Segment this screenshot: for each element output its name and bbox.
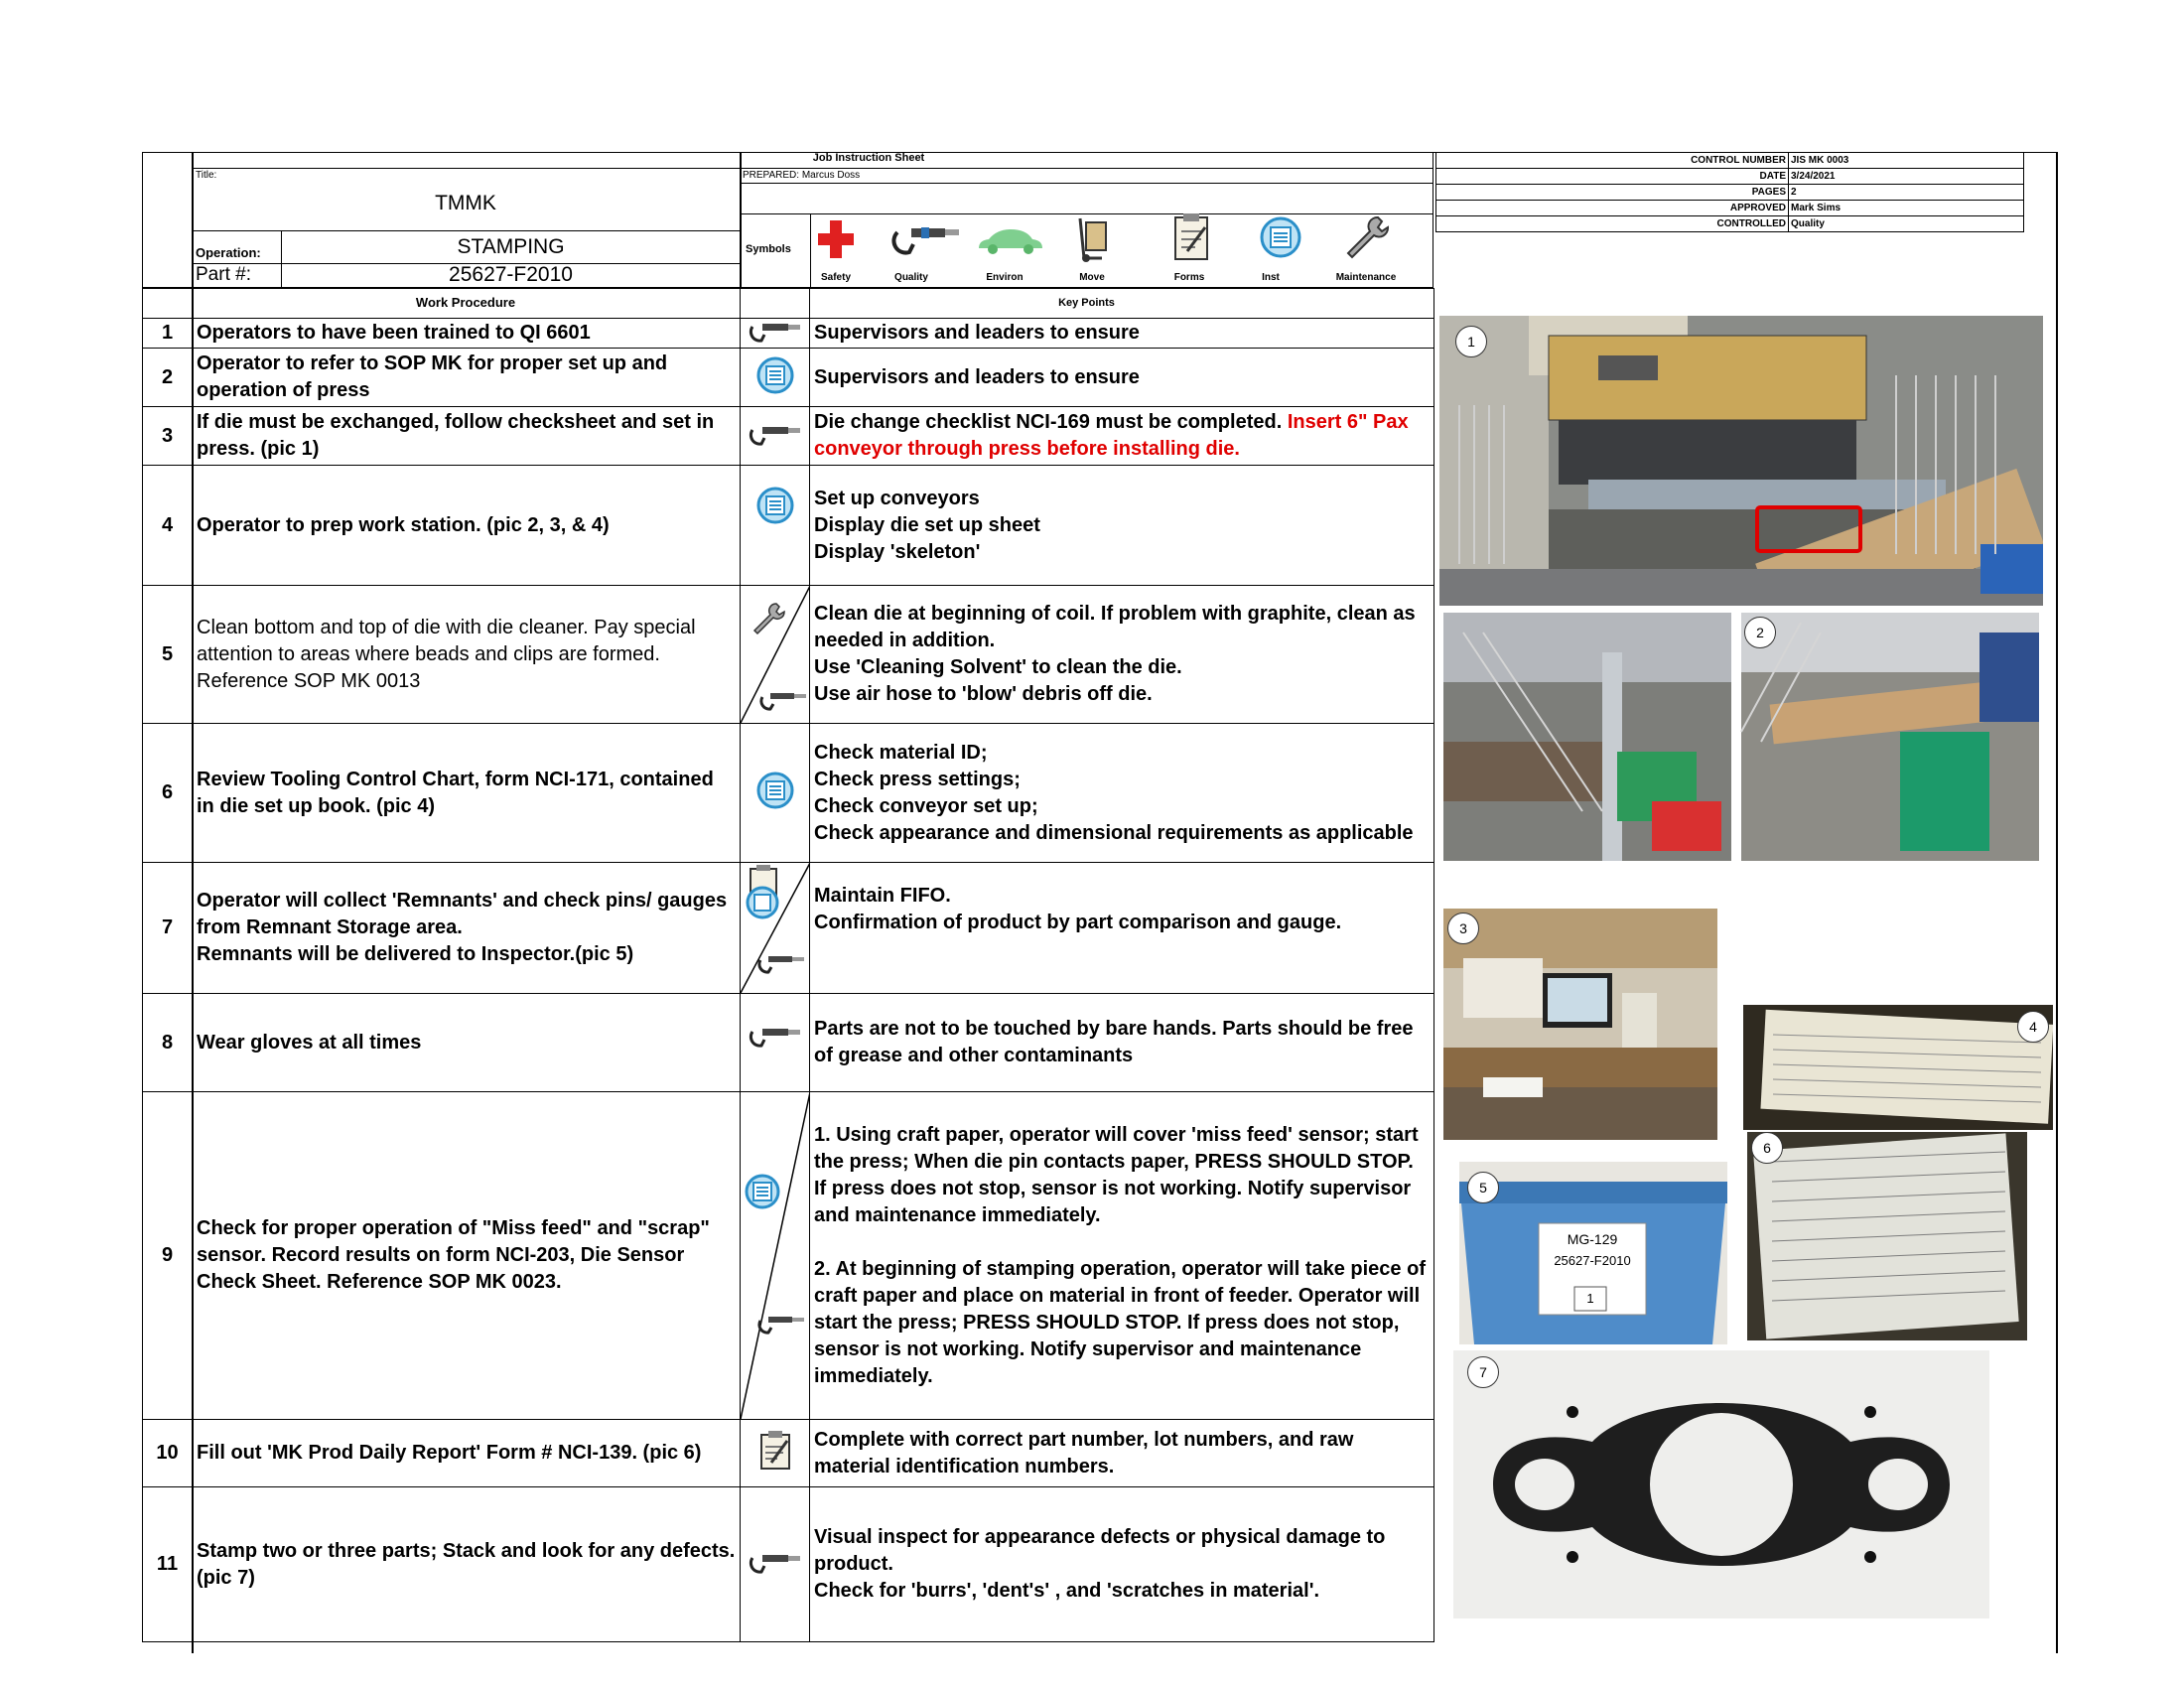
table-row [143, 466, 1434, 586]
frame-right-edge [2056, 152, 2058, 1653]
key-line: Check material ID; [814, 741, 988, 764]
date-label: DATE [1436, 169, 1789, 185]
micrometer-icon [749, 1550, 802, 1579]
bin-label-line: 25627-F2010 [1554, 1253, 1631, 1268]
step-number: 4 [143, 466, 193, 586]
micrometer-icon [749, 422, 802, 451]
key-line: 2. At beginning of stamping operation, operator will take piece of craft paper and place on material in front of feeder. Operator will start the press; PRESS SHOULD STOP. If press does not stop, sensor is not working. Notify supervisor and maintenance immediately. [814, 1257, 1426, 1387]
micrometer-icon [749, 319, 802, 348]
date-value: 3/24/2021 [1789, 169, 2024, 185]
key-line: Clean die at beginning of coil. If problem with graphite, clean as needed in addition. [814, 603, 1416, 651]
step-key-point [810, 724, 1434, 863]
step-key-point [810, 466, 1434, 586]
micrometer-icon [759, 956, 804, 972]
step-key-point: Supervisors and leaders to ensure [810, 319, 1434, 349]
wrench-icon [1342, 211, 1390, 261]
pages-label: PAGES [1436, 185, 1789, 201]
controlled-value: Quality [1789, 216, 2024, 232]
step-procedure: Stamp two or three parts; Stack and look for any defects. (pic 7) [193, 1487, 741, 1642]
operation-value: STAMPING [457, 235, 565, 258]
gasket-part-photo [1453, 1350, 1989, 1618]
key-line: Use 'Cleaning Solvent' to clean the die. [814, 656, 1182, 678]
step-symbol-cell [741, 407, 810, 466]
step-symbol-cell [741, 1092, 810, 1420]
key-line: Maintain FIFO. [814, 885, 951, 907]
key-line: Set up conveyors [814, 487, 980, 509]
step-key-point [810, 1487, 1434, 1642]
remnant-bin-photo [1459, 1162, 1727, 1344]
micrometer-icon [749, 1024, 802, 1053]
table-row [143, 994, 1434, 1092]
micrometer-icon [759, 1317, 804, 1333]
step-symbol-cell [741, 994, 810, 1092]
micrometer-icon [761, 693, 806, 709]
step-key-point [810, 586, 1434, 724]
step-symbol-cell [741, 349, 810, 407]
instruction-icon [755, 355, 795, 400]
clipboard-icon [757, 1429, 793, 1477]
step-procedure: Fill out 'MK Prod Daily Report' Form # NCI-139. (pic 6) [193, 1420, 741, 1487]
step-symbol-cell [741, 466, 810, 586]
prepared-by: PREPARED: Marcus Doss [743, 170, 861, 181]
step-symbol-cell [741, 863, 810, 994]
photo-badge: 4 [2017, 1011, 2049, 1043]
step-key-point [810, 407, 1434, 466]
clipboard-icon [1171, 211, 1213, 263]
step-procedure: Operator to refer to SOP MK for proper set up and operation of press [193, 349, 741, 407]
step-key-point: Complete with correct part number, lot numbers, and raw material identification numbers. [810, 1420, 1434, 1487]
step-number: 5 [143, 586, 193, 724]
approved-label: APPROVED [1436, 201, 1789, 216]
key-line: Display die set up sheet [814, 513, 1040, 536]
step-number: 6 [143, 724, 193, 863]
step-symbol-cell [741, 1487, 810, 1642]
step-procedure: Review Tooling Control Chart, form NCI-171, contained in die set up book. (pic 4) [193, 724, 741, 863]
symbols-label: Symbols [746, 243, 791, 255]
photo-badge: 2 [1744, 617, 1776, 648]
key-line: Visual inspect for appearance defects or physical damage to product. [814, 1526, 1386, 1575]
symbol-label-move: Move [1079, 272, 1105, 283]
instruction-icon [748, 888, 777, 917]
symbol-label-forms: Forms [1173, 272, 1205, 283]
instruction-icon [755, 486, 795, 530]
conveyor-photo [1443, 613, 2039, 861]
red-cross-icon [816, 216, 856, 260]
step-key-point [810, 863, 1434, 994]
key-point-text: Die change checklist NCI-169 must be completed. [814, 411, 1288, 433]
table-row [143, 1092, 1434, 1420]
control-label: CONTROL NUMBER [1436, 153, 1789, 169]
title-label: Title: [196, 170, 217, 181]
step-key-point: Parts are not to be touched by bare hands. Parts should be free of grease and other contaminants [810, 994, 1434, 1092]
symbol-label-maintenance: Maintenance [1335, 272, 1397, 283]
press-photo [1439, 316, 2043, 606]
table-row [143, 724, 1434, 863]
key-line: Check for 'burrs', 'dent's' , and 'scratches in material'. [814, 1580, 1320, 1602]
header-row1-line [192, 168, 1433, 169]
table-row [143, 1420, 1434, 1487]
operation-label: Operation: [196, 245, 261, 260]
wrench-icon [754, 604, 784, 633]
sheet-title: Job Instruction Sheet [812, 152, 925, 164]
instruction-icon [747, 1176, 778, 1207]
hand-truck-icon [1072, 214, 1116, 264]
key-line: 1. Using craft paper, operator will cover 'miss feed' sensor; start the press; When die pin contacts paper, PRESS SHOULD STOP. If press does not stop, sensor is not working. Notify supervisor and maintenance immediately. [814, 1123, 1419, 1226]
photo-badge: 7 [1467, 1356, 1499, 1388]
pages-value: 2 [1789, 185, 2024, 201]
photo-badge: 5 [1467, 1172, 1499, 1203]
table-row [143, 1487, 1434, 1642]
procedure-line: Remnants will be delivered to Inspector.(pic 5) [197, 943, 634, 965]
symbol-label-safety: Safety [820, 272, 851, 283]
instruction-icon [1259, 215, 1302, 259]
step-procedure: Clean bottom and top of die with die cleaner. Pay special attention to areas where beads and clips are formed. Reference SOP MK 0013 [193, 586, 741, 724]
control-table [1435, 152, 2024, 232]
step-number: 8 [143, 994, 193, 1092]
workstation-photo [1443, 909, 1717, 1140]
procedure-line: Operator will collect 'Remnants' and check pins/ gauges from Remnant Storage area. [197, 890, 728, 938]
symbol-label-environ: Environ [986, 272, 1024, 283]
approved-value: Mark Sims [1789, 201, 2024, 216]
step-symbol-cell [741, 586, 810, 724]
part-label: Part #: [196, 264, 251, 285]
micrometer-icon [891, 220, 961, 260]
control-value: JIS MK 0003 [1789, 153, 2024, 169]
step-number: 1 [143, 319, 193, 349]
header-row2-line [740, 183, 1433, 184]
step-symbol-cell [741, 319, 810, 349]
green-car-icon [975, 226, 1046, 256]
step-procedure: Operator to prep work station. (pic 2, 3, & 4) [193, 466, 741, 586]
setup-book-photo [1743, 1005, 2053, 1130]
step-symbol-cell [741, 724, 810, 863]
instruction-icon [755, 771, 795, 815]
key-line: Check conveyor set up; [814, 794, 1038, 817]
step-procedure [193, 863, 741, 994]
header-op-line [192, 230, 740, 231]
part-value: 25627-F2010 [449, 263, 573, 286]
step-procedure: If die must be exchanged, follow checksheet and set in press. (pic 1) [193, 407, 741, 466]
step-number: 3 [143, 407, 193, 466]
key-line: Check appearance and dimensional requirements as applicable [814, 821, 1414, 844]
photo-badge: 1 [1455, 326, 1487, 357]
step-key-point [810, 1092, 1434, 1420]
key-points-header: Key Points [1058, 297, 1115, 309]
step-symbol-cell [741, 1420, 810, 1487]
key-line: Display 'skeleton' [814, 540, 981, 563]
table-row [143, 586, 1434, 724]
symbol-label-quality: Quality [894, 272, 928, 283]
table-row [143, 319, 1434, 349]
key-line: Check press settings; [814, 768, 1021, 790]
work-procedure-header: Work Procedure [415, 295, 516, 310]
table-row [143, 863, 1434, 994]
step-procedure: Operators to have been trained to QI 6601 [193, 319, 741, 349]
symbol-label-inst: Inst [1262, 272, 1280, 283]
step-procedure: Wear gloves at all times [193, 994, 741, 1092]
key-line: Use air hose to 'blow' debris off die. [814, 683, 1153, 705]
step-procedure: Check for proper operation of "Miss feed" and "scrap" sensor. Record results on form NCI-203, Die Sensor Check Sheet. Reference SOP MK 0023. [193, 1092, 741, 1420]
table-row [143, 407, 1434, 466]
key-line: Confirmation of product by part comparison and gauge. [814, 912, 1342, 933]
steps-table [142, 288, 1434, 1642]
step-key-point: Supervisors and leaders to ensure [810, 349, 1434, 407]
header-mid-line [740, 152, 742, 288]
report-form-photo [1747, 1132, 2027, 1340]
step-number: 2 [143, 349, 193, 407]
company-name: TMMK [435, 192, 496, 214]
step-number: 7 [143, 863, 193, 994]
photo-badge: 3 [1447, 913, 1479, 944]
bin-label-line: MG-129 [1567, 1231, 1618, 1247]
key-point-warning: Insert 6" Pax conveyor through press before installing die. [814, 411, 1409, 460]
table-row [143, 349, 1434, 407]
step-number: 9 [143, 1092, 193, 1420]
step-number: 11 [143, 1487, 193, 1642]
bin-label-line: 1 [1586, 1291, 1594, 1306]
photo-badge: 6 [1751, 1132, 1783, 1164]
controlled-label: CONTROLLED [1436, 216, 1789, 232]
step-number: 10 [143, 1420, 193, 1487]
